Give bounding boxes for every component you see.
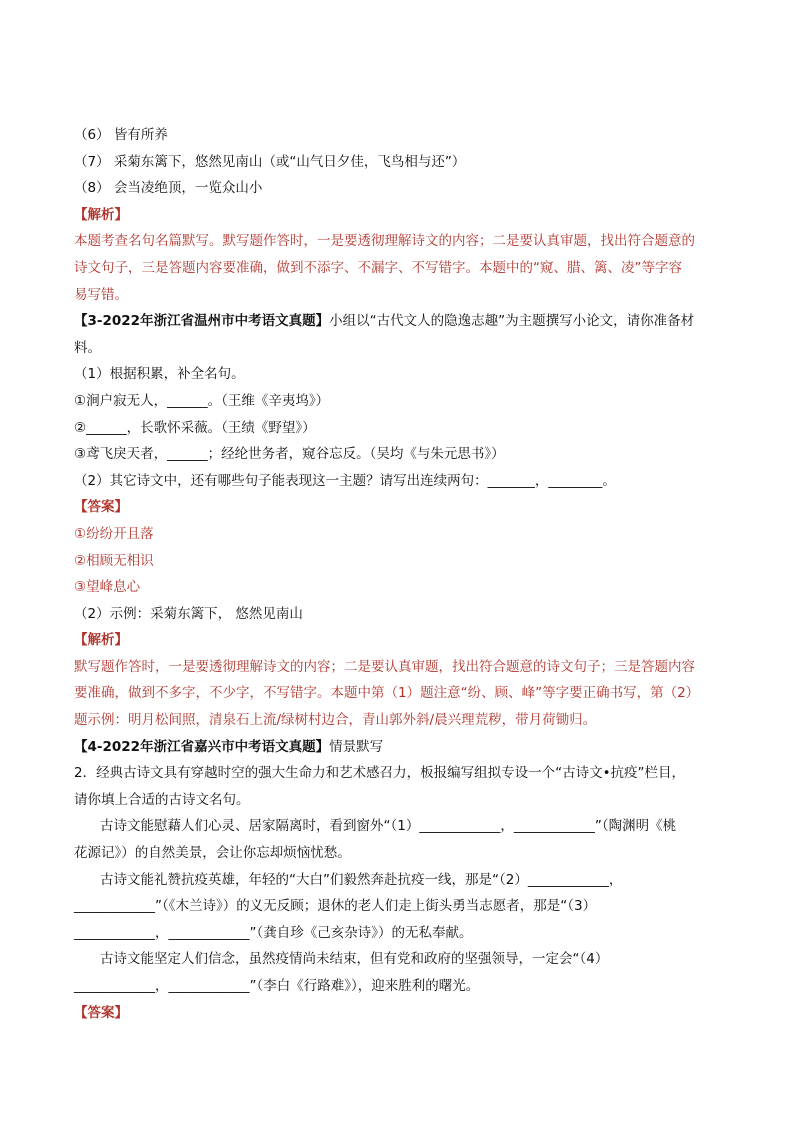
analysis-text-line: 本题考查名句名篇默写。默写题作答时，一是要透彻理解诗文的内容；二是要认真审题，找出符合题意的	[74, 233, 695, 250]
question-4-intro-line: 请你填上合适的古诗文名句。	[74, 791, 250, 808]
answer-label: 【答案】	[74, 1004, 128, 1021]
document-page	[74, 122, 724, 1026]
question-4-paragraph-line: ____________，____________”（龚自珍《己亥杂诗》）的无私奉献。	[74, 924, 473, 941]
question-4-source: 【4-2022年浙江省嘉兴市中考语文真题】	[74, 738, 330, 755]
question-4-paragraph-line: 古诗文能慰藉人们心灵、居家隔离时，看到窗外“（1）____________，____________”（陶渊明《桃	[100, 818, 677, 835]
question-4-paragraph-line: ____________”（《木兰诗》）的义无反顾；退休的老人们走上街头勇当志愿者，那是“（3）	[74, 898, 597, 915]
question-4-paragraph-line: ____________，____________”（李白《行路难》），迎来胜利的曙光。	[74, 978, 480, 994]
question-4-paragraph-line: 古诗文能礼赞抗疫英雄，年轻的“大白”们毅然奔赴抗疫一线，那是“（2）____________，	[100, 871, 623, 888]
analysis-label: 【解析】	[74, 632, 128, 649]
answer-label: 【答案】	[74, 499, 128, 516]
question-3-prompt: 小组以“古代文人的隐逸志趣”为主题撰写小论文，请你准备材	[329, 313, 695, 330]
answer-item-6: （6） 皆有所养	[74, 127, 168, 143]
question-4-header	[74, 734, 724, 761]
question-3-item: ①涧户寂无人，______。（王维《辛夷坞》）	[74, 392, 330, 409]
question-4-paragraph-line: 花源记》）的自然美景，会让你忘却烦恼忧愁。	[74, 845, 351, 862]
question-3-prompt-line2: 料。	[74, 339, 101, 356]
question-4-paragraph-line: 古诗文能坚定人们信念，虽然疫情尚未结束，但有党和政府的坚强领导，一定会“（4）	[100, 951, 609, 968]
answer-example-line: （2）示例：采菊东篱下， 悠然见南山	[74, 605, 303, 622]
analysis-text-line: 诗文句子，三是答题内容要准确，做到不添字、不漏字、不写错字。本题中的“窥、腊、篱、凌”等字容	[74, 259, 682, 276]
answer-item-7: （7） 采菊东篱下，悠然见南山（或“山气日夕佳，飞鸟相与还”）	[74, 153, 466, 170]
question-3-header	[74, 308, 724, 335]
analysis-text-line: 题示例：明月松间照，清泉石上流/绿树村边合，青山郭外斜/晨兴理荒秽，带月荷锄归。	[74, 712, 597, 729]
answer-line: ②相顾无相识	[74, 552, 154, 569]
question-3-source: 【3-2022年浙江省温州市中考语文真题】	[74, 313, 330, 330]
answer-item-8: （8） 会当凌绝顶，一览众山小	[74, 180, 263, 197]
answer-line: ③望峰息心	[74, 579, 141, 596]
analysis-label: 【解析】	[74, 206, 128, 223]
analysis-text-line: 易写错。	[74, 286, 128, 303]
analysis-text-line: 默写题作答时，一是要透彻理解诗文的内容；二是要认真审题，找出符合题意的诗文句子；三是答题内容	[74, 658, 695, 675]
question-3-item: ②______，长歌怀采薇。（王绩《野望》）	[74, 419, 316, 436]
question-3-item: （1）根据积累，补全名句。	[74, 366, 245, 383]
question-3-item: （2）其它诗文中，还有哪些句子能表现这一主题？请写出连续两句：_______，________。	[74, 472, 616, 489]
analysis-text-line: 要准确，做到不多字，不少字，不写错字。本题中第（1）题注意“纷、顾、峰”等字要正确书写，第（2）	[74, 685, 700, 702]
question-4-intro-line: 2．经典古诗文具有穿越时空的强大生命力和艺术感召力，板报编写组拟专设一个“古诗文•抗疫”栏目，	[74, 765, 686, 782]
question-4-title: 情景默写	[329, 738, 384, 755]
question-3-item: ③鸢飞戾天者，______；经纶世务者，窥谷忘反。（吴均《与朱元思书》）	[74, 446, 505, 463]
answer-line: ①纷纷开且落	[74, 525, 154, 542]
